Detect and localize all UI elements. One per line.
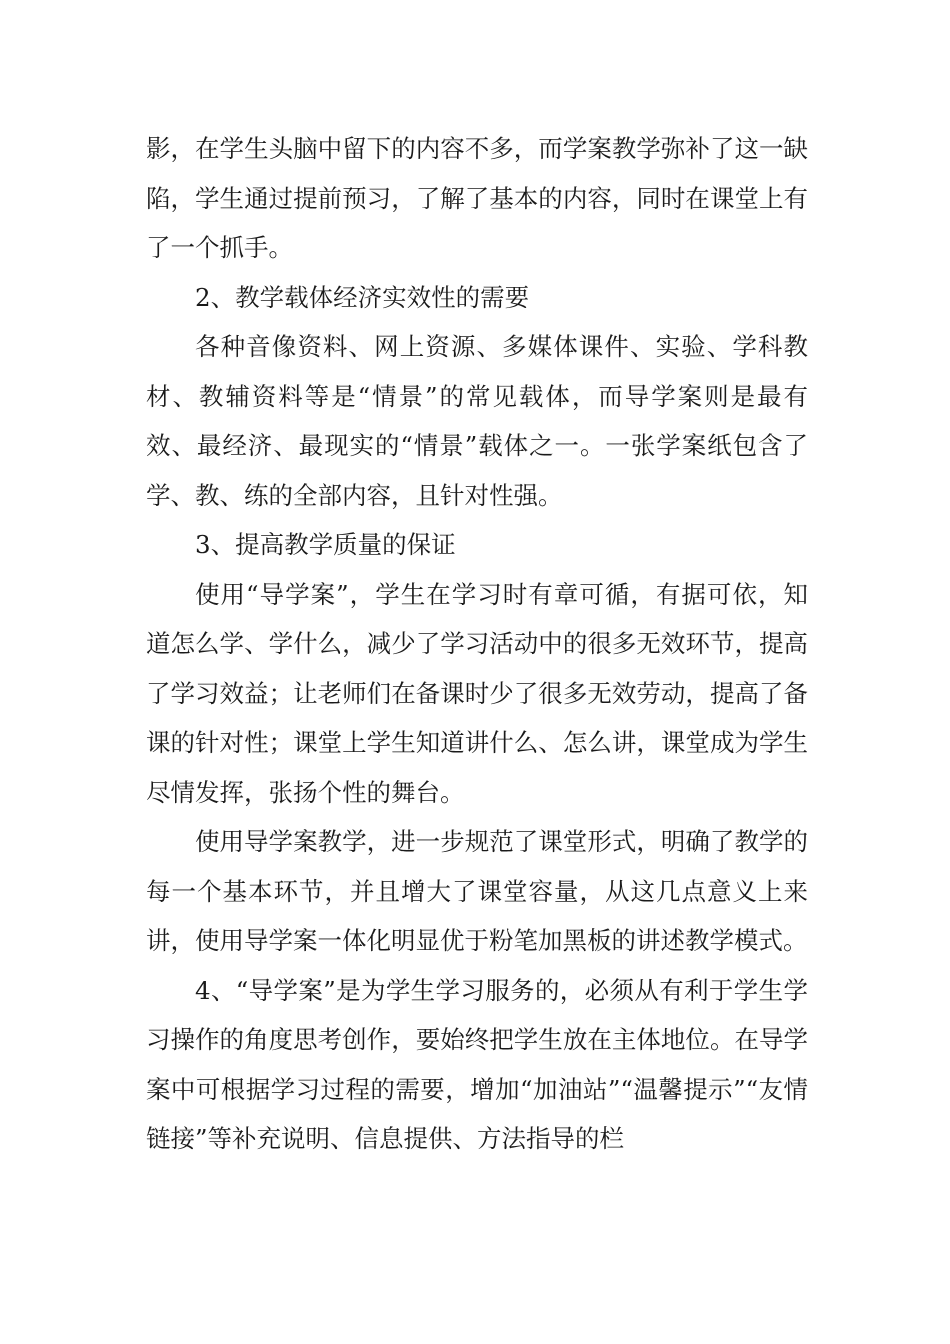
document-body [146, 124, 808, 1164]
paragraph-section-4: 4、“导学案”是为学生学习服务的，必须从有利于学生学习操作的角度思考创作，要始终把学生放在主体地位。在导学案中可根据学习过程的需要，增加“加油站”“温馨提示”“友情链接”等补充说明、信息提供、方法指导的栏 [146, 975, 808, 1153]
paragraph-continuation: 影，在学生头脑中留下的内容不多，而学案教学弥补了这一缺陷，学生通过提前预习，了解了基本的内容，同时在课堂上有了一个抓手。 [146, 134, 808, 262]
paragraph-using-guide: 使用“导学案”，学生在学习时有章可循，有据可依，知道怎么学、学什么，减少了学习活动中的很多无效环节，提高了学习效益；让老师们在备课时少了很多无效劳动，提高了备课的针对性；课堂上学生知道讲什么、怎么讲，课堂成为学生尽情发挥，张扬个性的舞台。 [146, 579, 808, 807]
paragraph-teaching-mode: 使用导学案教学，进一步规范了课堂形式，明确了教学的每一个基本环节，并且增大了课堂容量，从这几点意义上来讲，使用导学案一体化明显优于粉笔加黑板的讲述教学模式。 [146, 827, 808, 955]
paragraph-media-carriers: 各种音像资料、网上资源、多媒体课件、实验、学科教材、教辅资料等是“情景”的常见载体，而导学案则是最有效、最经济、最现实的“情景”载体之一。一张学案纸包含了学、教、练的全部内容，且针对性强。 [146, 332, 808, 510]
section-heading-3: 3、提高教学质量的保证 [195, 530, 456, 559]
section-heading-2: 2、教学载体经济实效性的需要 [195, 282, 530, 312]
